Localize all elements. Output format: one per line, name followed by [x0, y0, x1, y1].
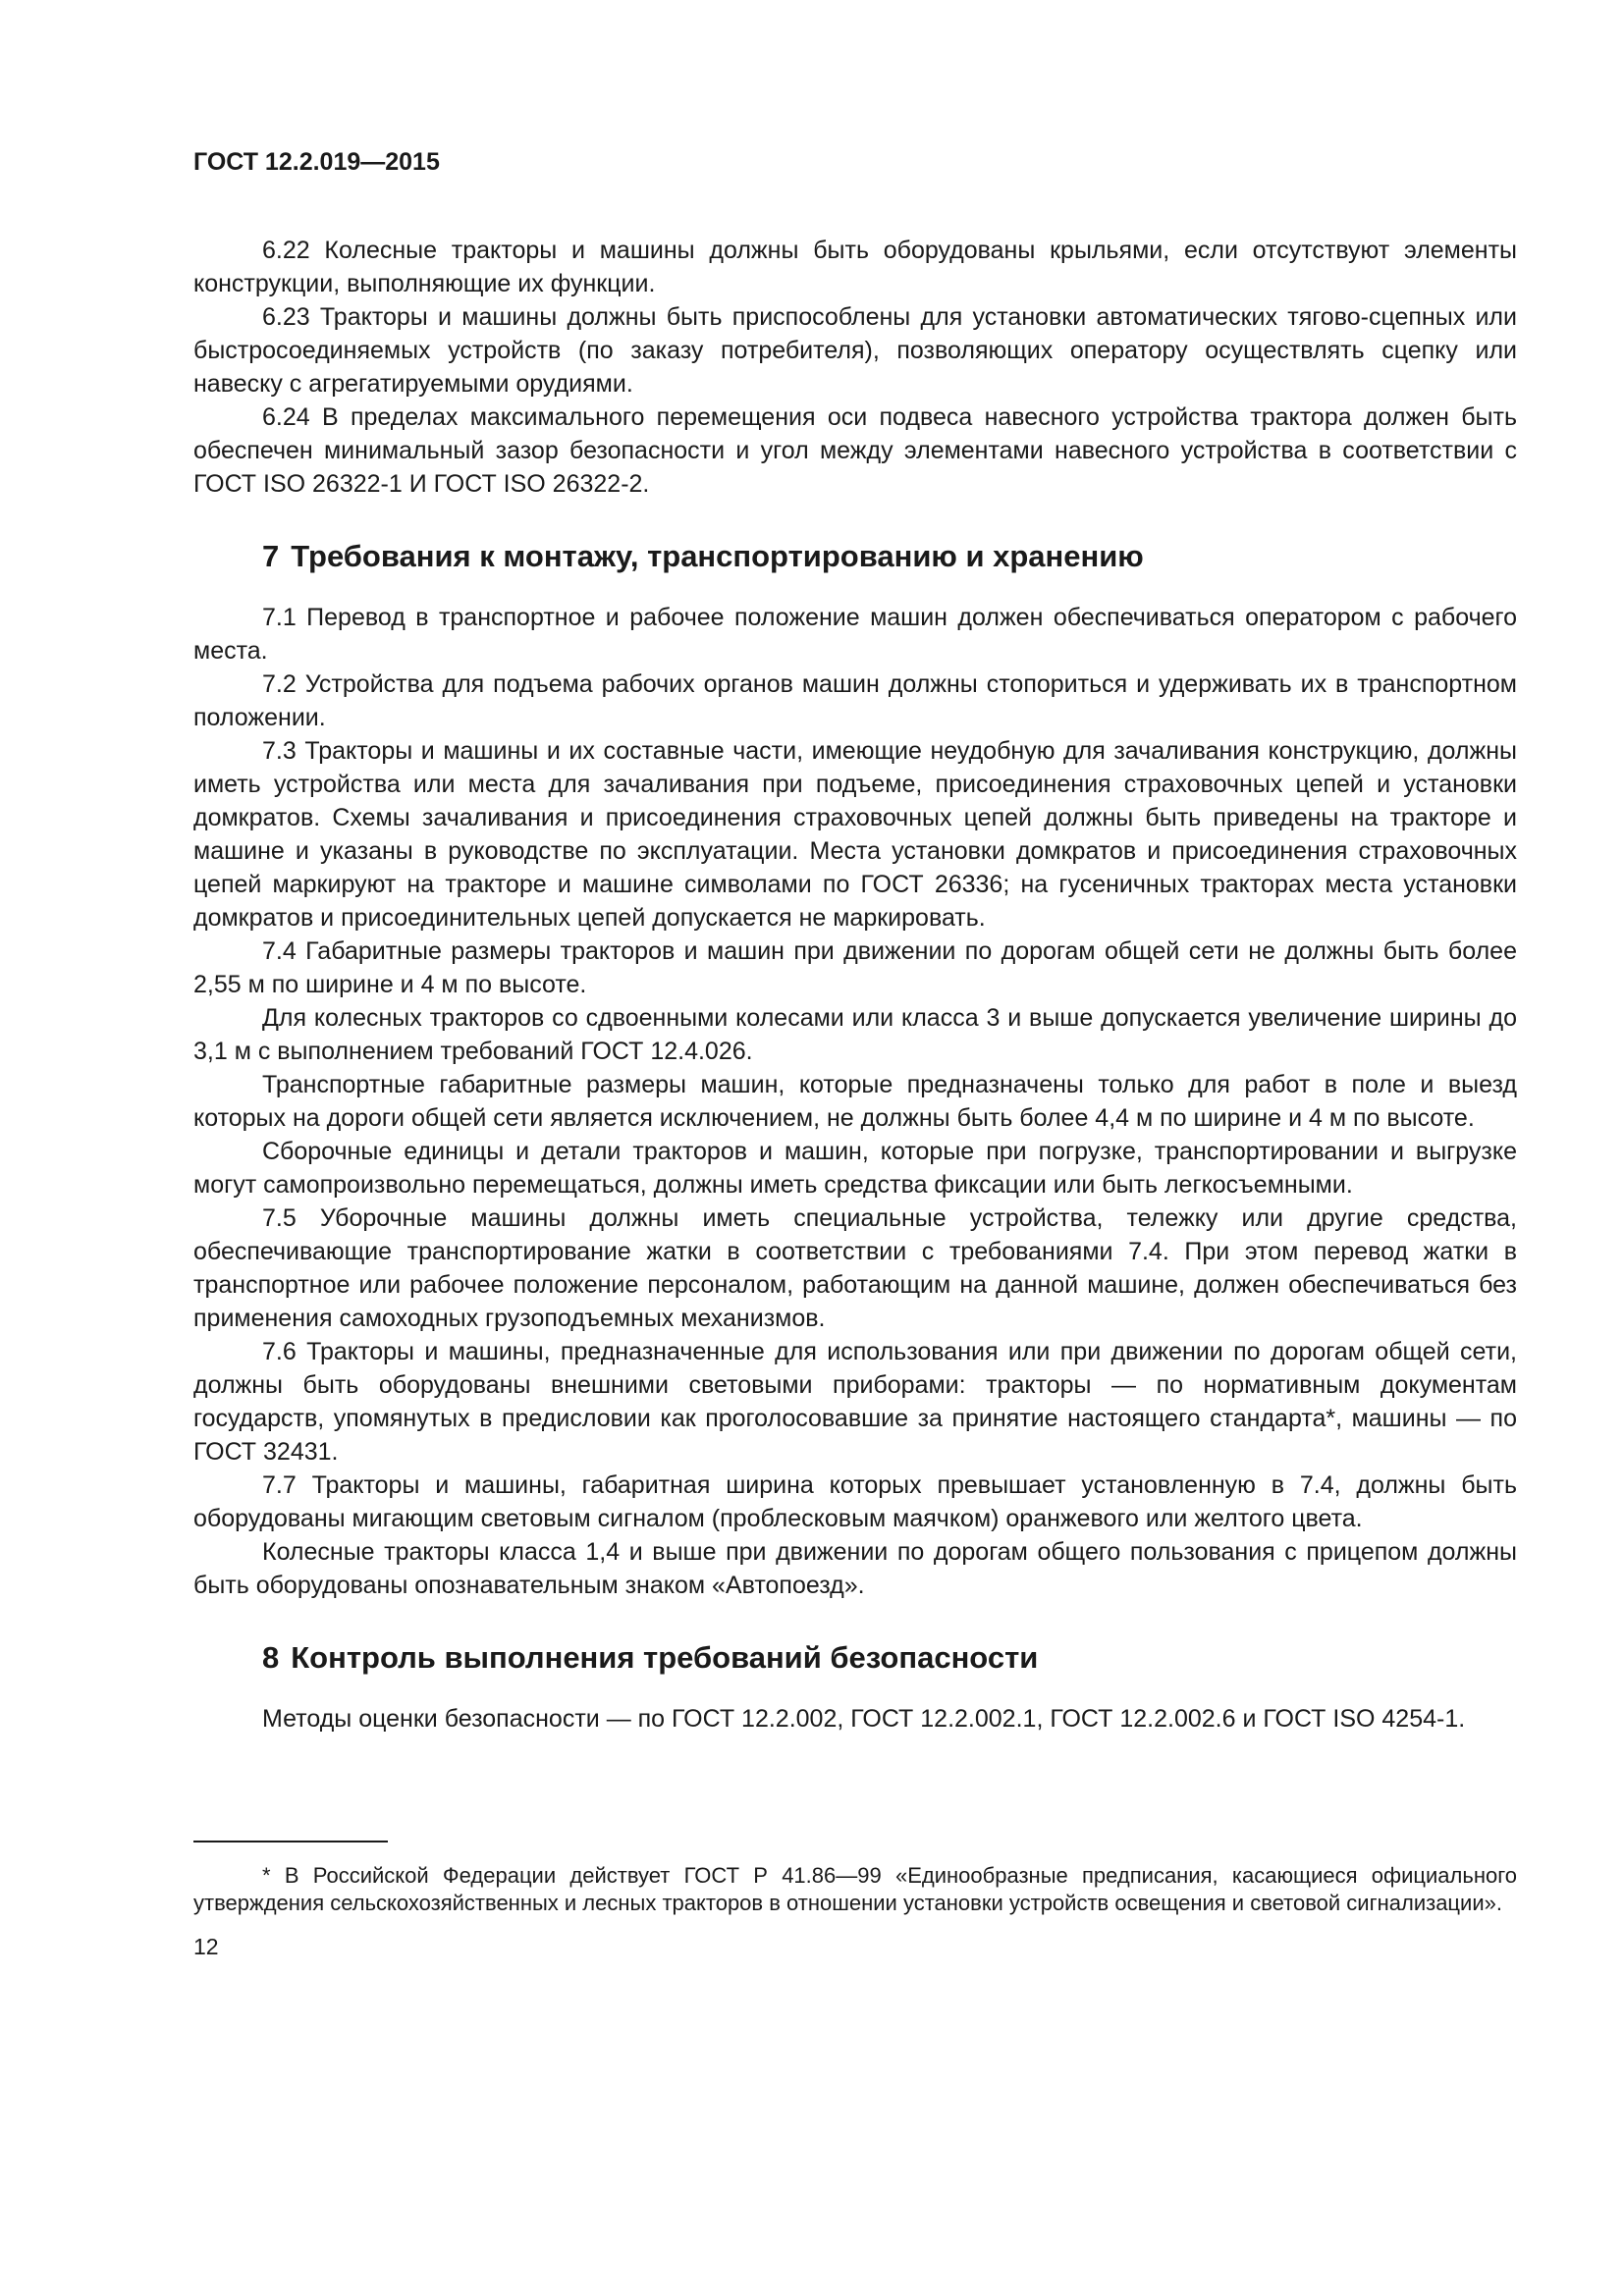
- section-8-number: 8: [262, 1640, 280, 1675]
- footnote: * В Российской Федерации действует ГОСТ Р 41.86—99 «Единообразные предписания, касающиеся официального утверждения сельскохозяйственных и лесных тракторов в отношении установки устройств освещения и световой сигнализации».: [193, 1863, 1517, 1915]
- paragraph-6-24: 6.24 В пределах максимального перемещения оси подвеса навесного устройства трактора должен быть обеспечен минимальный зазор безопасности и угол между элементами навесного устройства в соответствии с ГОСТ ISO 26322-1 И ГОСТ ISO 26322-2.: [193, 403, 1517, 498]
- section-8-title: Контроль выполнения требований безопасности: [291, 1640, 1039, 1675]
- paragraph-7-4-dual-wheels: Для колесных тракторов со сдвоенными колесами или класса 3 и выше допускается увеличение ширины до 3,1 м с выполнением требований ГОСТ 12.4.026.: [193, 1004, 1517, 1065]
- document-header: ГОСТ 12.2.019—2015: [193, 148, 440, 176]
- paragraph-7-7-road-train: Колесные тракторы класса 1,4 и выше при движении по дорогам общего пользования с прицепом должны быть оборудованы опознавательным знаком «Автопоезд».: [193, 1538, 1517, 1599]
- paragraph-7-4: 7.4 Габаритные размеры тракторов и машин при движении по дорогам общей сети не должны быть более 2,55 м по ширине и 4 м по высоте.: [193, 937, 1517, 998]
- document-page: [193, 147, 1517, 2258]
- section-7-body: [193, 601, 1517, 1602]
- footnote-divider: [193, 1841, 388, 1842]
- section-7-heading: [262, 538, 1517, 575]
- paragraph-7-6: 7.6 Тракторы и машины, предназначенные для использования или при движении по дорогам общей сети, должны быть оборудованы внешними световыми приборами: тракторы — по нормативным документам государств, упомянутых в предисловии как проголосовавшие за принятие настоящего стандарта*, машины — по ГОСТ 32431.: [193, 1338, 1517, 1466]
- paragraph-7-7: 7.7 Тракторы и машины, габаритная ширина которых превышает установленную в 7.4, должны быть оборудованы мигающим световым сигналом (проблесковым маячком) оранжевого или желтого цвета.: [193, 1471, 1517, 1532]
- section-7-number: 7: [262, 539, 280, 573]
- section-8-body: [193, 1702, 1517, 1735]
- paragraph-6-23: 6.23 Тракторы и машины должны быть приспособлены для установки автоматических тягово-сцепных или быстросоединяемых устройств (по заказу потребителя), позволяющих оператору осуществлять сцепку или навеску с агрегатируемыми орудиями.: [193, 303, 1517, 398]
- section-6-body: [193, 234, 1517, 501]
- paragraph-8-methods: Методы оценки безопасности — по ГОСТ 12.2.002, ГОСТ 12.2.002.1, ГОСТ 12.2.002.6 и ГОСТ ISO 4254-1.: [262, 1705, 1466, 1733]
- section-7-title: Требования к монтажу, транспортированию и хранению: [291, 539, 1144, 573]
- paragraph-7-3: 7.3 Тракторы и машины и их составные части, имеющие неудобную для зачаливания конструкцию, должны иметь устройства или места для зачаливания при подъеме, присоединения страховочных цепей и установки домкратов. Схемы зачаливания и присоединения страховочных цепей должны быть приведены на тракторе и машине и указаны в руководстве по эксплуатации. Места установки домкратов и присоединения страховочных цепей маркируют на тракторе и машине символами по ГОСТ 26336; на гусеничных тракторах места установки домкратов и присоединительных цепей допускается не маркировать.: [193, 737, 1517, 932]
- section-8-heading: [262, 1639, 1517, 1677]
- paragraph-7-4-assembly-units: Сборочные единицы и детали тракторов и машин, которые при погрузке, транспортировании и выгрузке могут самопроизвольно перемещаться, должны иметь средства фиксации или быть легкосъемными.: [193, 1138, 1517, 1199]
- paragraph-6-22: 6.22 Колесные тракторы и машины должны быть оборудованы крыльями, если отсутствуют элементы конструкции, выполняющие их функции.: [193, 237, 1517, 297]
- paragraph-7-1: 7.1 Перевод в транспортное и рабочее положение машин должен обеспечиваться оператором с рабочего места.: [193, 604, 1517, 665]
- paragraph-7-5: 7.5 Уборочные машины должны иметь специальные устройства, тележку или другие средства, обеспечивающие транспортирование жатки в соответствии с требованиями 7.4. При этом перевод жатки в транспортное или рабочее положение персоналом, работающим на данной машине, должен обеспечиваться без применения самоходных грузоподъемных механизмов.: [193, 1204, 1517, 1332]
- paragraph-7-2: 7.2 Устройства для подъема рабочих органов машин должны стопориться и удерживать их в транспортном положении.: [193, 670, 1517, 731]
- paragraph-7-4-field-machines: Транспортные габаритные размеры машин, которые предназначены только для работ в поле и выезд которых на дороги общей сети является исключением, не должны быть более 4,4 м по ширине и 4 м по высоте.: [193, 1071, 1517, 1132]
- page-number: 12: [193, 1934, 219, 1959]
